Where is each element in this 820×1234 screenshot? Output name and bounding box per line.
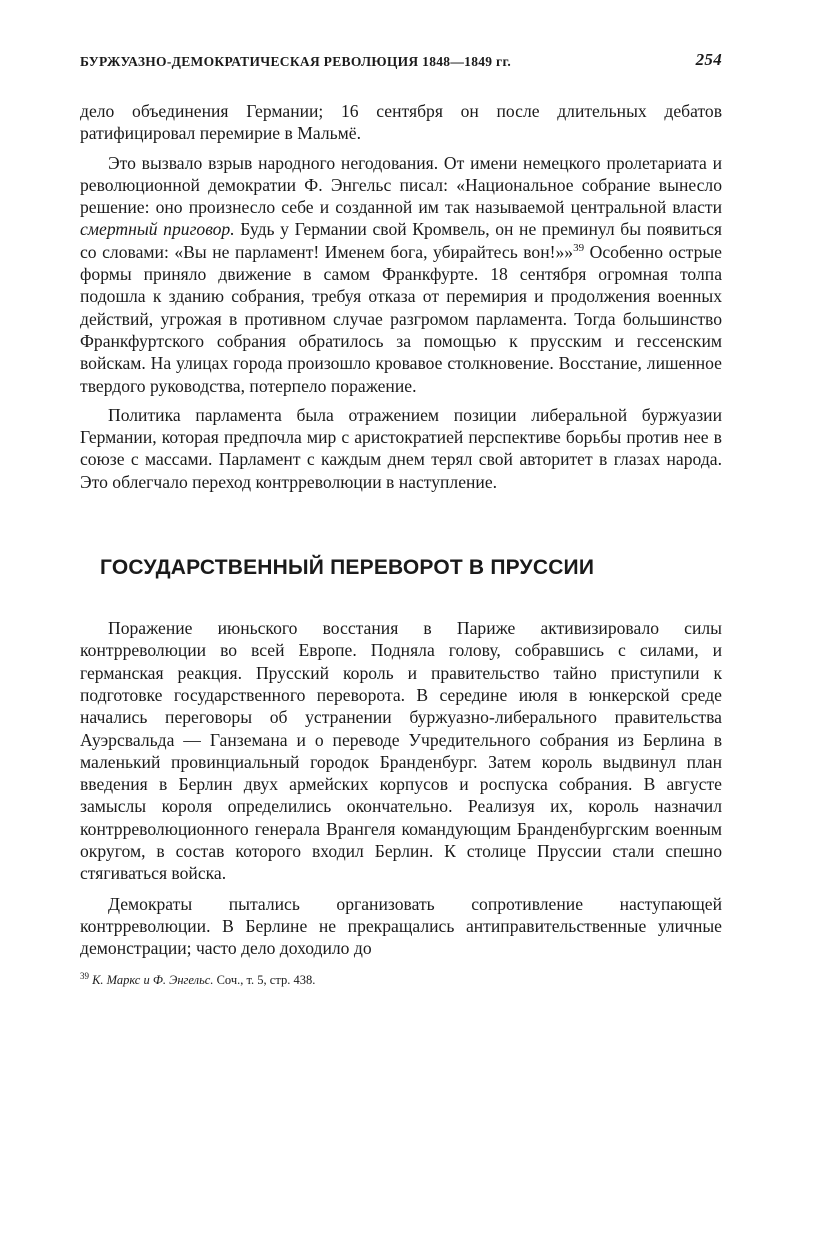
footnote-source: Соч., т. 5, стр. 438. xyxy=(213,972,316,987)
paragraph-text: Будь у Германии свой Кромвель, он не преминул бы появиться со словами: «Вы не парламент! Именем бога, убирайтесь вон!»» xyxy=(80,219,722,262)
paragraph-continued: дело объединения Германии; 16 сентября он после длительных дебатов ратифицировал перемирие в Мальмё. xyxy=(80,101,722,144)
footnote-number: 39 xyxy=(80,970,89,981)
page-header xyxy=(80,48,722,76)
footnote xyxy=(80,972,722,988)
book-page xyxy=(80,48,722,988)
paragraph-text: Особенно острые формы приняло движение в самом Франкфурте. 18 сентября огромная толпа подошла к зданию собрания, требуя отказа от перемирия и продолжения военных действий, угрожая в противном случае разгромом парламента. Тогда большинство Франкфуртского собрания обратилось за помощью к прусским и гессенским войскам. На улицах города произошло кровавое столкновение. Восстание, лишенное твердого руководства, потерпело поражение. xyxy=(80,241,722,396)
paragraph-parliament-policy: Политика парламента была отражением позиции либеральной буржуазии Германии, которая предпочла мир с аристократией перспективе борьбы против нее в союзе с массами. Парламент с каждым днем терял свой авторитет в глазах народа. Это облегчало переход контрреволюции в наступление. xyxy=(80,404,722,492)
paragraph-text: Это вызвало взрыв народного негодования. От имени немецкого пролетариата и революционной демократии Ф. Энгельс писал: «Национальное собрание вынесло решение: оно произнесло себе и созданной им так называемой центральной власти xyxy=(80,152,722,218)
footnote-reference: 39 xyxy=(573,241,585,254)
page-number: 254 xyxy=(695,50,722,69)
emphasized-text: смертный приговор. xyxy=(80,219,235,240)
paragraph-reaction: Поражение июньского восстания в Париже активизировало силы контрреволюции во всей Европе. Подняла голову, собравшись с силами, и германская реакция. Прусский король и правительство тайно приступили к подготовке государственного переворота. В середине июля в юнкерской среде начались переговоры об устранении буржуазно-либерального правительства Ауэрсвальда — Ганземана и о переводе Учредительного собрания из Берлина в маленький провинциальный городок Бранденбург. Затем король выдвинул план введения в Берлин двух армейских корпусов и роспуска собрания. В августе замыслы короля определились окончательно. Реализуя их, король назначил контрреволюционного генерала Врангеля командующим Бранденбургским военным округом, в состав которого входил Берлин. К столице Пруссии стали спешно стягиваться войска. xyxy=(80,618,722,884)
section-title: ГОСУДАРСТВЕННЫЙ ПЕРЕВОРОТ В ПРУССИИ xyxy=(100,556,595,580)
paragraph-engels-quote xyxy=(80,152,722,397)
footnote-authors: К. Маркс и Ф. Энгельс. xyxy=(92,972,214,987)
running-title: БУРЖУАЗНО-ДЕМОКРАТИЧЕСКАЯ РЕВОЛЮЦИЯ 1848—1849 гг. xyxy=(80,54,512,69)
paragraph-democrats: Демократы пытались организовать сопротивление наступающей контрреволюции. В Берлине не прекращались антиправительственные уличные демонстрации; часто дело доходило до xyxy=(80,893,722,959)
